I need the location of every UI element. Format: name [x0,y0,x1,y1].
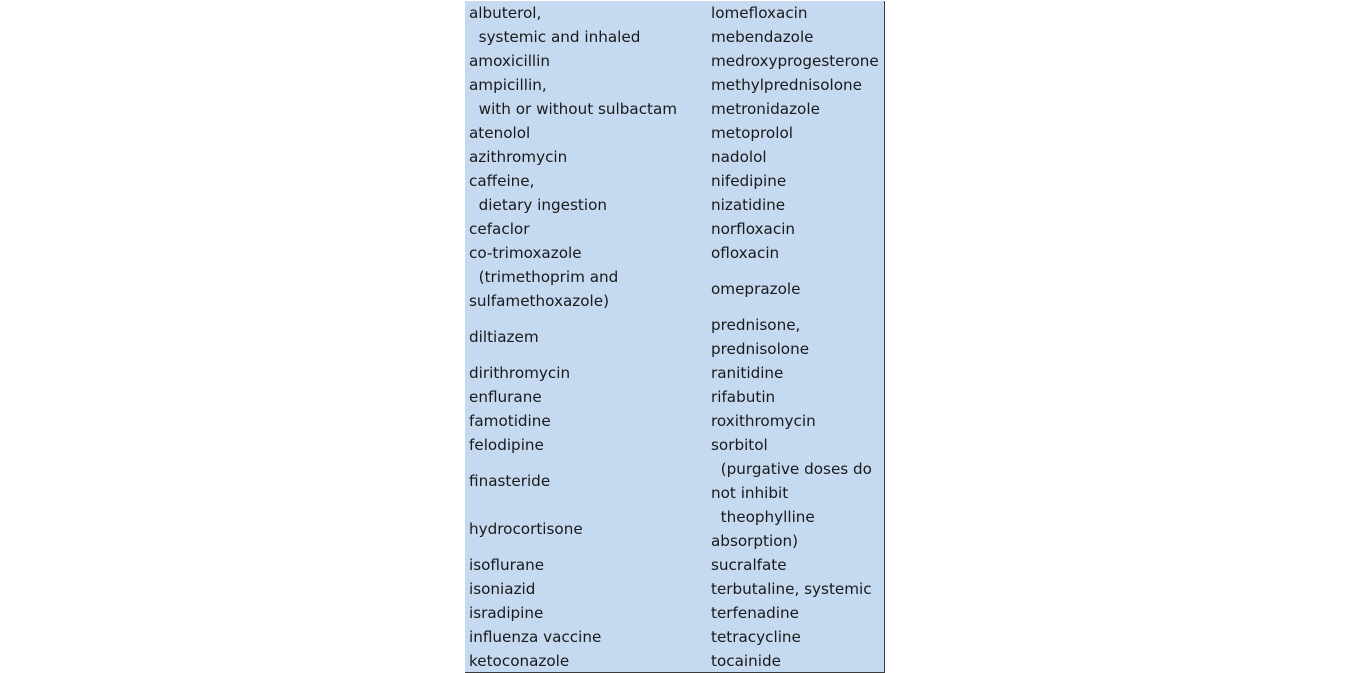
drug-cell: influenza vaccine [469,628,602,646]
drug-cell: amoxicillin [469,52,550,70]
drug-cell: omeprazole [711,280,801,298]
drug-cell: diltiazem [469,328,539,346]
drug-cell: ofloxacin [711,244,780,262]
drug-cell: felodipine [469,436,544,454]
drug-cell: nifedipine [711,172,787,190]
drug-cell: hydrocortisone [469,520,583,538]
drug-cell: co-trimoxazole [469,244,582,262]
drug-cell: terbutaline, systemic [711,580,872,598]
drug-cell: isradipine [469,604,544,622]
drug-cell: tocainide [711,652,781,670]
drug-cell: tetracycline [711,628,801,646]
drug-cell: enflurane [469,388,542,406]
drug-cell: rifabutin [711,388,776,406]
drug-cell: with or without sulbactam [469,100,678,118]
drug-cell: mebendazole [711,28,814,46]
drug-cell: dietary ingestion [469,196,608,214]
drug-list-sheet [465,1,885,673]
drug-cell: (purgative doses do not inhibit [711,460,872,502]
drug-cell: isoniazid [469,580,536,598]
drug-cell: dirithromycin [469,364,571,382]
drug-cell: ampicillin, [469,76,547,94]
drug-cell: prednisone, prednisolone [711,316,810,358]
drug-cell: methylprednisolone [711,76,862,94]
drug-cell: (trimethoprim and sulfamethoxazole) [469,268,619,310]
drug-cell: nadolol [711,148,767,166]
drug-cell: sucralfate [711,556,787,574]
drug-cell: ketoconazole [469,652,570,670]
drug-cell: atenolol [469,124,531,142]
drug-cell: norfloxacin [711,220,796,238]
drug-cell: isoflurane [469,556,545,574]
drug-cell: albuterol, [469,4,542,22]
drug-cell: terfenadine [711,604,799,622]
drug-column-right [711,1,883,673]
drug-cell: theophylline absorption) [711,508,815,550]
drug-cell: famotidine [469,412,551,430]
drug-cell: systemic and inhaled [469,28,641,46]
drug-cell: metoprolol [711,124,793,142]
drug-cell: roxithromycin [711,412,816,430]
drug-cell: medroxyprogesterone [711,52,879,70]
drug-cell: lomefloxacin [711,4,808,22]
drug-cell: caffeine, [469,172,535,190]
drug-cell: finasteride [469,472,551,490]
drug-column-left [469,1,705,673]
drug-cell: metronidazole [711,100,820,118]
drug-cell: nizatidine [711,196,786,214]
drug-cell: sorbitol [711,436,768,454]
drug-cell: ranitidine [711,364,784,382]
drug-cell: azithromycin [469,148,568,166]
drug-cell: cefaclor [469,220,530,238]
